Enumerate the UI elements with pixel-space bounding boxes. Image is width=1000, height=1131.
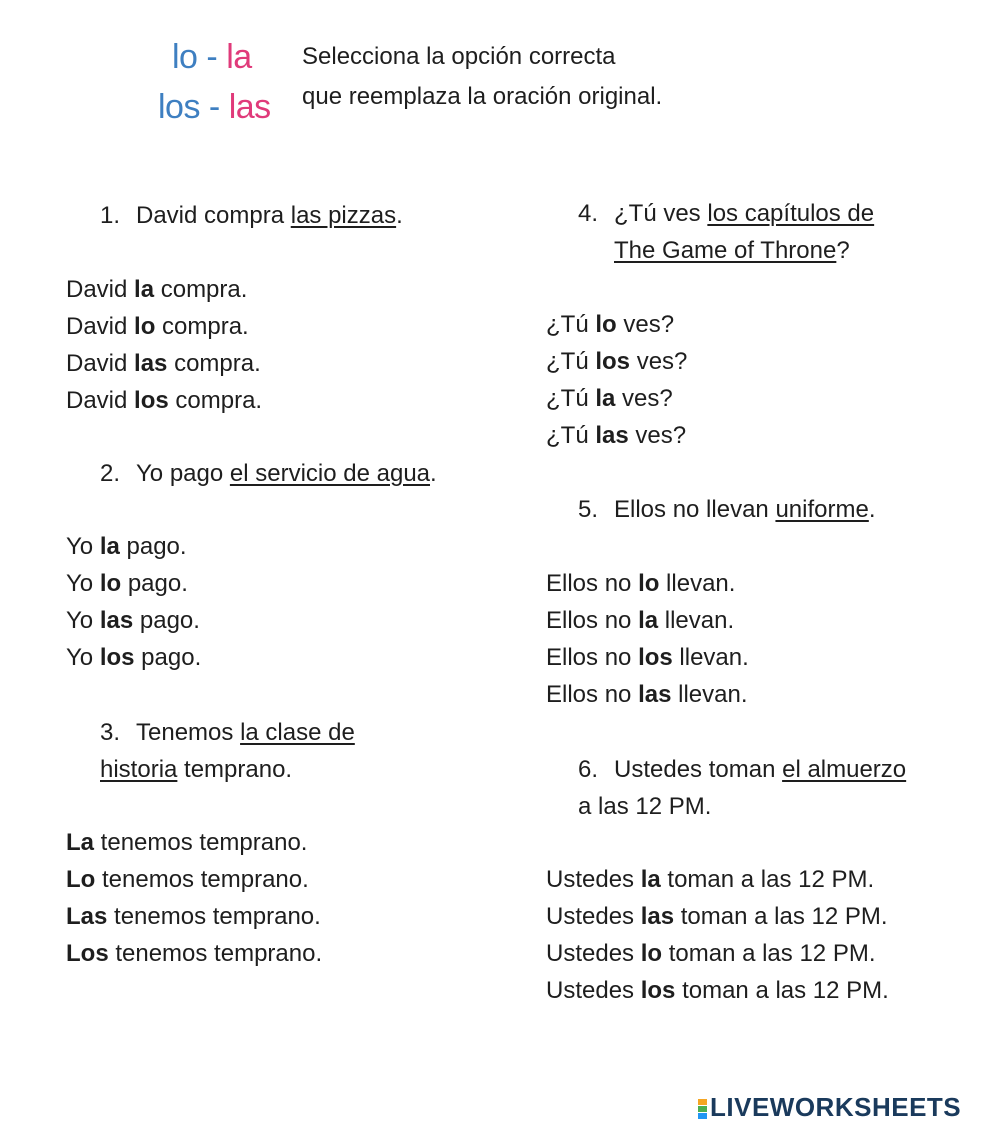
option-pronoun: Lo bbox=[66, 866, 96, 893]
option-text: Ellos no bbox=[546, 681, 639, 708]
option-text: llevan. bbox=[672, 644, 749, 671]
pronoun-separator: - bbox=[208, 88, 220, 126]
option-text: Yo bbox=[66, 570, 100, 597]
option-pronoun: la bbox=[638, 607, 659, 634]
underlined-phrase: el servicio de agua bbox=[229, 460, 431, 487]
pronoun-la: la bbox=[226, 38, 252, 76]
option-pronoun: la bbox=[640, 866, 661, 893]
option[interactable] bbox=[66, 565, 201, 602]
option-text: toman a las 12 PM. bbox=[662, 940, 876, 967]
question-number: 5. bbox=[578, 496, 599, 523]
option-pronoun: las bbox=[134, 350, 168, 377]
prompt-text: ¿Tú ves bbox=[614, 200, 708, 227]
option-text: Ellos no bbox=[546, 570, 639, 597]
prompt-text: a las 12 PM. bbox=[578, 793, 712, 820]
option[interactable] bbox=[546, 602, 749, 639]
option-pronoun: lo bbox=[640, 940, 663, 967]
prompt-text: . bbox=[396, 202, 403, 229]
option[interactable] bbox=[546, 676, 749, 713]
question-number: 2. bbox=[100, 460, 121, 487]
prompt-text: Yo pago bbox=[136, 460, 230, 487]
question-number: 3. bbox=[100, 719, 121, 746]
option[interactable] bbox=[546, 861, 889, 898]
prompt-text: ? bbox=[836, 237, 850, 264]
pronoun-lo: lo bbox=[172, 38, 198, 76]
option[interactable] bbox=[546, 417, 687, 454]
underlined-phrase: uniforme bbox=[775, 496, 869, 523]
option-text: Yo bbox=[66, 533, 100, 560]
option-text: ves? bbox=[616, 311, 675, 338]
option-pronoun: La bbox=[66, 829, 95, 856]
option-text: tenemos temprano. bbox=[94, 829, 308, 856]
option-text: compra. bbox=[155, 313, 249, 340]
underlined-phrase: la clase de bbox=[240, 719, 355, 746]
option[interactable] bbox=[66, 528, 201, 565]
option-pronoun: las bbox=[99, 607, 134, 634]
option[interactable] bbox=[66, 898, 322, 935]
option[interactable] bbox=[546, 343, 687, 380]
option-pronoun: los bbox=[638, 644, 673, 671]
prompt-text: temprano. bbox=[177, 756, 293, 783]
option[interactable] bbox=[66, 602, 201, 639]
option-pronoun: lo bbox=[595, 311, 617, 338]
option[interactable] bbox=[546, 639, 749, 676]
option-text: ves? bbox=[630, 348, 688, 375]
question-3-options bbox=[66, 824, 322, 972]
option-text: pago. bbox=[133, 607, 200, 634]
question-4-options bbox=[546, 306, 687, 454]
option-pronoun: la bbox=[134, 276, 155, 303]
pronoun-los: los bbox=[158, 88, 200, 126]
option-text: llevan. bbox=[658, 607, 735, 634]
option[interactable] bbox=[546, 306, 687, 343]
instructions bbox=[302, 37, 662, 117]
option-text: pago. bbox=[134, 644, 202, 671]
instruction-line-2: que reemplaza la oración original. bbox=[302, 83, 663, 110]
option-pronoun: lo bbox=[638, 570, 660, 597]
option-pronoun: las bbox=[595, 422, 629, 449]
option-text: Ellos no bbox=[546, 607, 639, 634]
option-pronoun: la bbox=[99, 533, 120, 560]
option-text: tenemos temprano. bbox=[107, 903, 321, 930]
option-text: pago. bbox=[121, 570, 188, 597]
option[interactable] bbox=[66, 824, 322, 861]
option-text: toman a las 12 PM. bbox=[660, 866, 875, 893]
option-text: David bbox=[66, 387, 135, 414]
option-pronoun: Los bbox=[66, 940, 109, 967]
option-text: ves? bbox=[628, 422, 687, 449]
option-text: Ustedes bbox=[546, 940, 641, 967]
logo-icon bbox=[698, 1098, 707, 1120]
logo-text: LIVEWORKSHEETS bbox=[710, 1092, 962, 1122]
option-text: ¿Tú bbox=[546, 348, 596, 375]
option-text: David bbox=[66, 350, 135, 377]
option-text: tenemos temprano. bbox=[95, 866, 309, 893]
option[interactable] bbox=[546, 898, 889, 935]
option-text: pago. bbox=[119, 533, 187, 560]
question-number: 1. bbox=[100, 202, 121, 229]
pronoun-las: las bbox=[228, 88, 271, 126]
option-text: Yo bbox=[66, 644, 100, 671]
question-1-prompt bbox=[100, 197, 403, 234]
underlined-phrase: el almuerzo bbox=[782, 756, 907, 783]
option-pronoun: Las bbox=[66, 903, 108, 930]
question-4-prompt bbox=[578, 195, 874, 269]
option-pronoun: los bbox=[99, 644, 135, 671]
option-text: Ustedes bbox=[546, 903, 641, 930]
instruction-line-1: Selecciona la opción correcta bbox=[302, 43, 616, 70]
option[interactable] bbox=[546, 935, 889, 972]
question-6-prompt bbox=[578, 751, 906, 825]
pronoun-legend-row2 bbox=[158, 88, 271, 127]
option-pronoun: las bbox=[640, 903, 675, 930]
option-pronoun: los bbox=[640, 977, 676, 1004]
pronoun-legend-row1 bbox=[172, 38, 252, 77]
option-text: David bbox=[66, 313, 135, 340]
question-6-options bbox=[546, 861, 889, 1009]
question-5-prompt bbox=[578, 491, 875, 528]
prompt-text: . bbox=[430, 460, 437, 487]
option[interactable] bbox=[66, 271, 262, 308]
prompt-text: Ustedes toman bbox=[614, 756, 783, 783]
option[interactable] bbox=[66, 861, 322, 898]
option-text: Ellos no bbox=[546, 644, 639, 671]
question-2-prompt bbox=[100, 455, 437, 492]
question-1-options bbox=[66, 271, 262, 419]
option[interactable] bbox=[66, 639, 201, 676]
option-text: llevan. bbox=[671, 681, 748, 708]
option-text: ves? bbox=[615, 385, 673, 412]
option-pronoun: lo bbox=[99, 570, 122, 597]
option-text: David bbox=[66, 276, 135, 303]
prompt-text: . bbox=[868, 496, 876, 523]
underlined-phrase: los capítulos de bbox=[707, 200, 875, 227]
option[interactable] bbox=[66, 308, 262, 345]
option-text: compra. bbox=[168, 387, 263, 414]
prompt-text: Tenemos bbox=[136, 719, 241, 746]
prompt-text: David compra bbox=[136, 202, 291, 229]
question-2-options bbox=[66, 528, 201, 676]
underlined-phrase: historia bbox=[100, 756, 178, 783]
option[interactable] bbox=[546, 565, 749, 602]
prompt-text: Ellos no llevan bbox=[614, 496, 776, 523]
option-pronoun: los bbox=[134, 387, 169, 414]
option[interactable] bbox=[66, 382, 262, 419]
option-text: tenemos temprano. bbox=[108, 940, 323, 967]
option-text: Ustedes bbox=[546, 977, 641, 1004]
option-text: compra. bbox=[154, 276, 248, 303]
question-5-options bbox=[546, 565, 749, 713]
question-number: 6. bbox=[578, 756, 599, 783]
option-pronoun: la bbox=[595, 385, 616, 412]
option-text: toman a las 12 PM. bbox=[674, 903, 888, 930]
underlined-phrase: The Game of Throne bbox=[614, 237, 837, 264]
option[interactable] bbox=[546, 380, 687, 417]
option[interactable] bbox=[66, 345, 262, 382]
question-3-prompt bbox=[100, 714, 355, 788]
option-text: ¿Tú bbox=[546, 385, 596, 412]
underlined-phrase: las pizzas bbox=[290, 202, 397, 229]
option[interactable] bbox=[546, 972, 889, 1009]
option-pronoun: los bbox=[595, 348, 631, 375]
option-pronoun: lo bbox=[134, 313, 156, 340]
pronoun-separator: - bbox=[206, 38, 218, 76]
option-text: llevan. bbox=[659, 570, 736, 597]
option-text: toman a las 12 PM. bbox=[675, 977, 889, 1004]
option-text: ¿Tú bbox=[546, 311, 596, 338]
option-pronoun: las bbox=[638, 681, 672, 708]
option-text: ¿Tú bbox=[546, 422, 596, 449]
option-text: Yo bbox=[66, 607, 100, 634]
option-text: compra. bbox=[167, 350, 261, 377]
question-number: 4. bbox=[578, 200, 599, 227]
option[interactable] bbox=[66, 935, 322, 972]
option-text: Ustedes bbox=[546, 866, 641, 893]
liveworksheets-logo bbox=[698, 1092, 961, 1123]
